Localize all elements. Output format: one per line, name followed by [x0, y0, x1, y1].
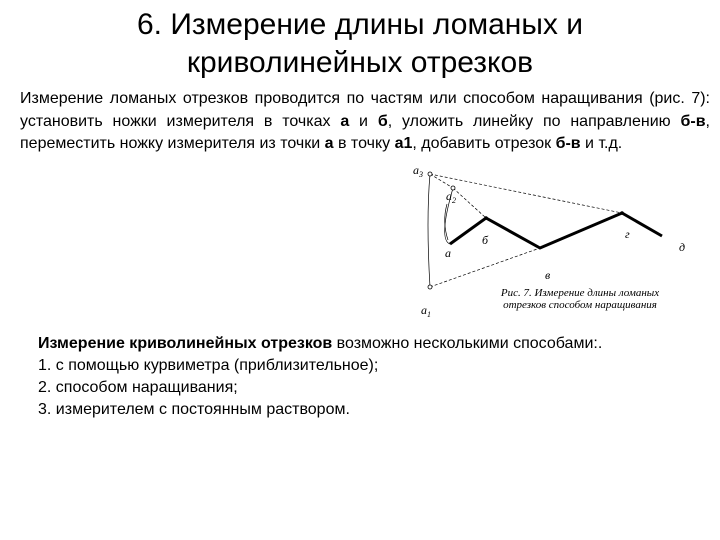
intro-text-7: и т.д.	[580, 135, 623, 152]
marker-b	[484, 216, 488, 220]
marker-a1	[428, 285, 432, 289]
intro-point-a: а	[340, 112, 350, 130]
intro-segment-bv-1: б-в	[680, 112, 706, 130]
method-item: 3. измерителем с постоянным раствором.	[38, 401, 350, 418]
title-line-1: 6. Измерение длины ломаных и	[137, 8, 583, 41]
label-a: а	[445, 246, 451, 260]
method-item: 2. способом наращивания;	[38, 379, 238, 396]
method-item: 1. с помощью курвиметра (приблизительное);	[38, 357, 379, 374]
caption-line-1: Рис. 7. Измерение длины ломаных	[500, 287, 660, 299]
intro-text-4: , переместить ножку измерителя из точки	[20, 112, 710, 152]
label-b: б	[482, 233, 489, 247]
dashed-line-a2-b	[453, 188, 486, 218]
marker-g	[620, 211, 624, 215]
intro-point-b: б	[377, 112, 388, 130]
intro-text-2: и	[349, 112, 378, 130]
curves-section	[38, 333, 698, 421]
label-v: в	[545, 268, 551, 282]
intro-text-5: в точку	[333, 135, 395, 152]
curves-rest: возможно несколькими способами:.	[332, 335, 603, 352]
slide-title	[40, 6, 680, 82]
intro-text-1: Измерение ломаных отрезков проводится по частям или способом наращивания (рис. 7): установить ножки измерителя в точках	[20, 90, 710, 130]
intro-point-a1: а1	[394, 135, 413, 152]
intro-point-a-2: а	[324, 135, 334, 152]
label-a2: $а_2$	[446, 189, 456, 205]
caption-line-2: отрезков способом наращивания	[503, 299, 657, 311]
label-d: д	[679, 240, 686, 254]
arc-outer	[428, 174, 430, 287]
curves-lead: Измерение криволинейных отрезков	[38, 335, 333, 352]
methods-list	[38, 355, 698, 421]
curves-intro	[38, 333, 698, 355]
intro-paragraph	[20, 88, 710, 156]
label-a1: $а_1$	[421, 303, 431, 319]
figure-caption	[470, 287, 690, 311]
intro-segment-bv-2: б-в	[555, 135, 581, 152]
marker-a3	[428, 172, 432, 176]
intro-text-3: , уложить линейку по направлению	[387, 112, 681, 130]
intro-text-6: , добавить отрезок	[412, 135, 556, 152]
label-g: г	[625, 227, 630, 241]
label-a3: $а_3$	[413, 163, 423, 179]
title-line-2: криволинейных отрезков	[186, 46, 534, 79]
